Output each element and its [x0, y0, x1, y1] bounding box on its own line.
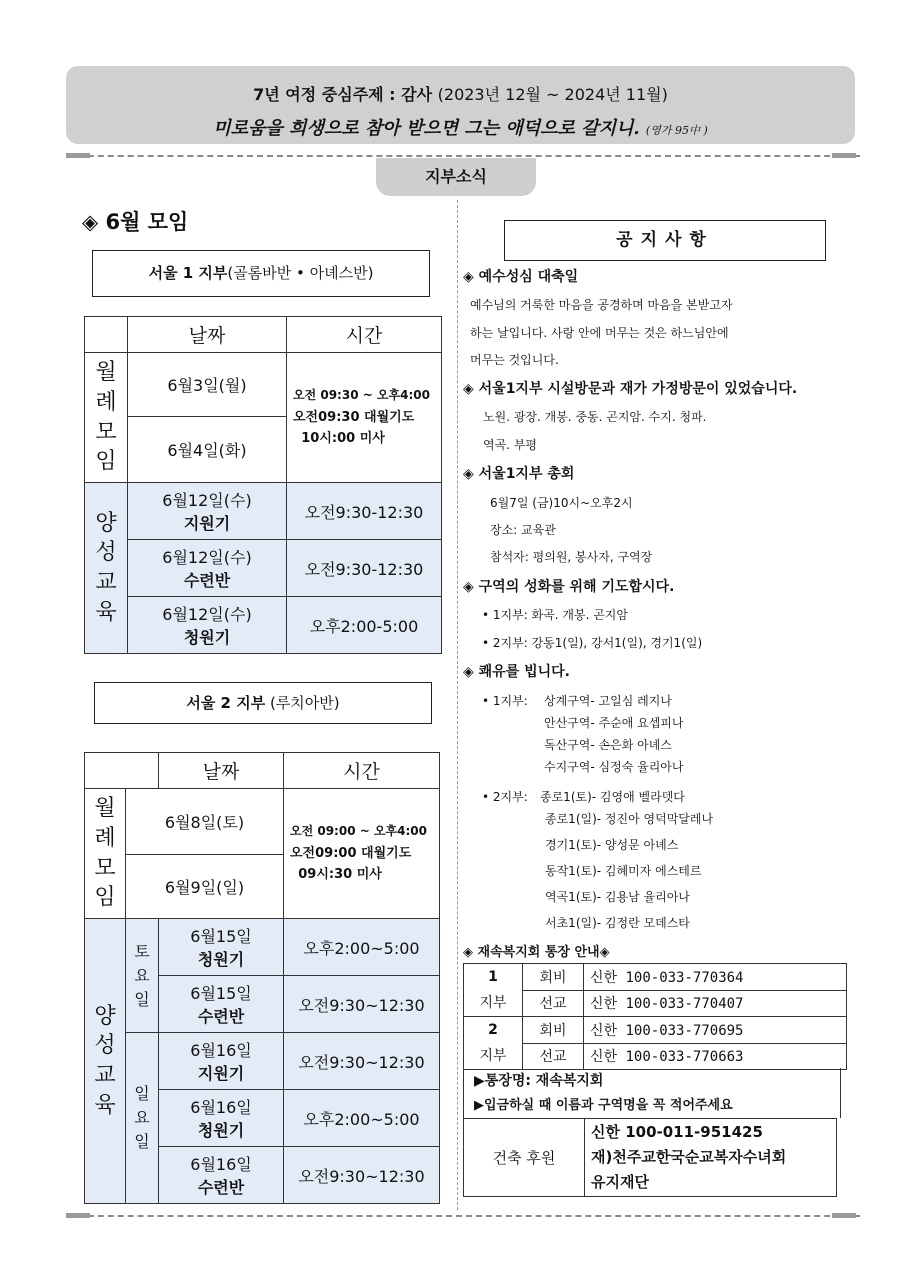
edu-date: 6월16일: [190, 1041, 252, 1060]
monthly-mass: 09시:30 미사: [298, 867, 382, 883]
recovery-item: 독산구역- 손은화 아녜스: [544, 738, 672, 752]
edu-time: 오전9:30~12:30: [284, 1147, 440, 1204]
notice-heading: ◈ 서울1지부 총회: [463, 466, 575, 482]
edu-date-cell: [159, 976, 284, 1033]
edu-time: 오전9:30~12:30: [284, 976, 440, 1033]
bank-type: 선교: [523, 990, 584, 1017]
bank-type: 선교: [523, 1043, 584, 1070]
sun-label: 일 요 일: [126, 1033, 159, 1204]
bottom-divider: [68, 1215, 860, 1217]
edu-group: 지원기: [197, 1064, 245, 1083]
edu-date: 6월12일(수): [162, 605, 252, 624]
edu-group: 청원기: [197, 1121, 245, 1140]
monthly-time: [287, 353, 442, 483]
verse-line: [66, 114, 855, 140]
edu-date-cell: [128, 483, 287, 540]
edu-group: 지원기: [183, 514, 231, 533]
recovery-item: 수지구역- 심정숙 율리아나: [544, 760, 684, 774]
monthly-label: 월 례 모 임: [85, 353, 128, 483]
edu-date-cell: [159, 1090, 284, 1147]
notice-text: 6월7일 (금)10시~오후2시: [490, 496, 633, 510]
divider-cap: [66, 1213, 90, 1218]
sat-label: 토 요 일: [126, 919, 159, 1033]
divider-cap: [832, 153, 856, 158]
monthly-time-range: 오전 09:00 ~ 오후4:00: [290, 824, 428, 839]
bank-type: 회비: [523, 964, 584, 991]
edu-group: 청원기: [197, 950, 245, 969]
notice-text: 머무는 것입니다.: [470, 353, 559, 367]
header-banner: [66, 66, 855, 144]
bank-heading: ◈ 재속복지회 통장 안내◈: [463, 945, 610, 960]
edu-date: 6월16일: [190, 1155, 252, 1174]
monthly-mass: 10시:00 미사: [301, 431, 385, 447]
bank-holder: ▶통장명: 재속복지회: [463, 1068, 841, 1094]
edu-date-cell: [128, 597, 287, 654]
notice-text: 노원. 광장. 개봉. 중동. 곤지암. 수지. 청파.: [483, 410, 707, 424]
edu-group: 수련반: [183, 571, 231, 590]
notice-text: • 2지부: 강동1(일), 강서1(일), 경기1(일): [482, 636, 703, 650]
divider-cap: [832, 1213, 856, 1218]
col-time: 시간: [287, 317, 442, 353]
notice-heading: ◈ 예수성심 대축일: [463, 269, 579, 285]
edu-group: 청원기: [183, 628, 231, 647]
col-date: 날짜: [128, 317, 287, 353]
branch1-title-box: [92, 250, 430, 297]
verse-text: 미로움을 희생으로 참아 받으면 그는 애덕으로 갈지니.: [213, 118, 640, 139]
branch2-name: 서울 2 지부: [186, 694, 266, 712]
bank-account: 신한 100-033-770695: [584, 1017, 847, 1044]
edu-date: 6월15일: [190, 927, 252, 946]
branch1-schedule-table: [84, 316, 442, 654]
recovery-item: 종로1(토)- 김영애 벨라뎃다: [540, 790, 685, 804]
edu-date: 6월12일(수): [162, 548, 252, 567]
edu-time: 오전9:30~12:30: [284, 1033, 440, 1090]
edu-time: 오후2:00~5:00: [284, 1090, 440, 1147]
edu-time: 오전9:30-12:30: [287, 483, 442, 540]
notice-text: 장소: 교육관: [490, 523, 556, 537]
recovery-item: 안산구역- 주순애 요셉피나: [544, 716, 684, 730]
verse-ref: (영가 95中 ): [645, 124, 708, 137]
edu-date-cell: [159, 1147, 284, 1204]
notice-text: 하는 날입니다. 사랑 안에 머무는 것은 하느님안에: [470, 326, 729, 340]
edu-group: 수련반: [197, 1178, 245, 1197]
monthly-date: 6월8일(토): [126, 789, 284, 855]
divider-cap: [66, 153, 90, 158]
edu-date-cell: [128, 540, 287, 597]
col-time: 시간: [284, 753, 440, 789]
bank-instruction: ▶입금하실 때 이름과 구역명을 꼭 적어주세요: [463, 1094, 841, 1118]
branch1-name: 서울 1 지부: [148, 264, 228, 282]
edu-time: 오후2:00~5:00: [284, 919, 440, 976]
monthly-prayer: 오전09:00 대월기도: [290, 845, 412, 861]
recovery-item: 종로1(일)- 정진아 영덕막달레나: [545, 812, 714, 826]
edu-label: 양 성 교 육: [85, 483, 128, 654]
recovery-item: 서초1(일)- 김정란 모데스타: [545, 916, 690, 930]
edu-time: 오후2:00-5:00: [287, 597, 442, 654]
recovery-item: 역곡1(토)- 김용남 율리아나: [545, 890, 690, 904]
top-divider: [68, 155, 860, 157]
column-divider: [457, 200, 458, 1210]
monthly-date: 6월3일(월): [128, 353, 287, 417]
monthly-time: [284, 789, 440, 919]
recovery-item: 동작1(토)- 김혜미자 에스테르: [545, 864, 702, 878]
support-account: 신한 100-011-951425 재)천주교한국순교복자수녀회 유지재단: [585, 1119, 837, 1197]
notice-text: 참석자: 평의원, 봉사자, 구역장: [490, 550, 653, 564]
bank-account: 신한 100-033-770407: [584, 990, 847, 1017]
monthly-date: 6월9일(일): [126, 855, 284, 919]
bank-branch1: 1 지부: [464, 964, 523, 1017]
edu-label: 양 성 교 육: [85, 919, 126, 1204]
monthly-date: 6월4일(화): [128, 417, 287, 483]
bank-type: 회비: [523, 1017, 584, 1044]
bank-table: [463, 963, 847, 1070]
edu-date: 6월15일: [190, 984, 252, 1003]
recovery-branch-label: • 1지부:: [482, 694, 528, 708]
recovery-item: 상계구역- 고일심 레지나: [544, 694, 672, 708]
monthly-label: 월 례 모 임: [85, 789, 126, 919]
section-tab: 지부소식: [376, 158, 536, 196]
edu-date-cell: [159, 919, 284, 976]
col-date: 날짜: [159, 753, 284, 789]
recovery-branch-label: • 2지부:: [482, 790, 528, 804]
notice-heading: ◈ 구역의 성화를 위해 기도합시다.: [463, 579, 675, 595]
notice-text: 역곡. 부평: [483, 438, 537, 452]
branch1-groups: (골롬바반 • 아녜스반): [227, 264, 374, 282]
section-title: ◈ 6월 모임: [82, 210, 189, 234]
branch2-groups: (루치아반): [269, 694, 340, 712]
notice-title: 공지사항: [504, 220, 826, 261]
branch2-title-box: [94, 682, 432, 724]
edu-group: 수련반: [197, 1007, 245, 1026]
bank-account: 신한 100-033-770663: [584, 1043, 847, 1070]
theme-period: (2023년 12월 ~ 2024년 11월): [437, 85, 668, 104]
branch2-schedule-table: [84, 752, 440, 1204]
recovery-item: 경기1(토)- 양성문 아녜스: [545, 838, 679, 852]
support-table: [463, 1118, 837, 1197]
monthly-prayer: 오전09:30 대월기도: [293, 409, 415, 425]
monthly-time-range: 오전 09:30 ~ 오후4:00: [293, 388, 431, 403]
edu-date: 6월16일: [190, 1098, 252, 1117]
bank-branch2: 2 지부: [464, 1017, 523, 1070]
notice-text: 예수님의 거룩한 마음을 공경하며 마음을 본받고자: [470, 298, 733, 312]
notice-heading: ◈ 쾌유를 빕니다.: [463, 664, 570, 680]
notice-heading: ◈ 서울1지부 시설방문과 재가 가정방문이 있었습니다.: [463, 381, 798, 397]
support-label: 건축 후원: [464, 1119, 585, 1197]
theme-text: 7년 여정 중심주제 : 감사: [253, 85, 433, 104]
edu-time: 오전9:30-12:30: [287, 540, 442, 597]
notice-text: • 1지부: 화곡. 개봉. 곤지암: [482, 608, 628, 622]
edu-date-cell: [159, 1033, 284, 1090]
theme-line: [66, 82, 855, 105]
edu-date: 6월12일(수): [162, 491, 252, 510]
bank-account: 신한 100-033-770364: [584, 964, 847, 991]
